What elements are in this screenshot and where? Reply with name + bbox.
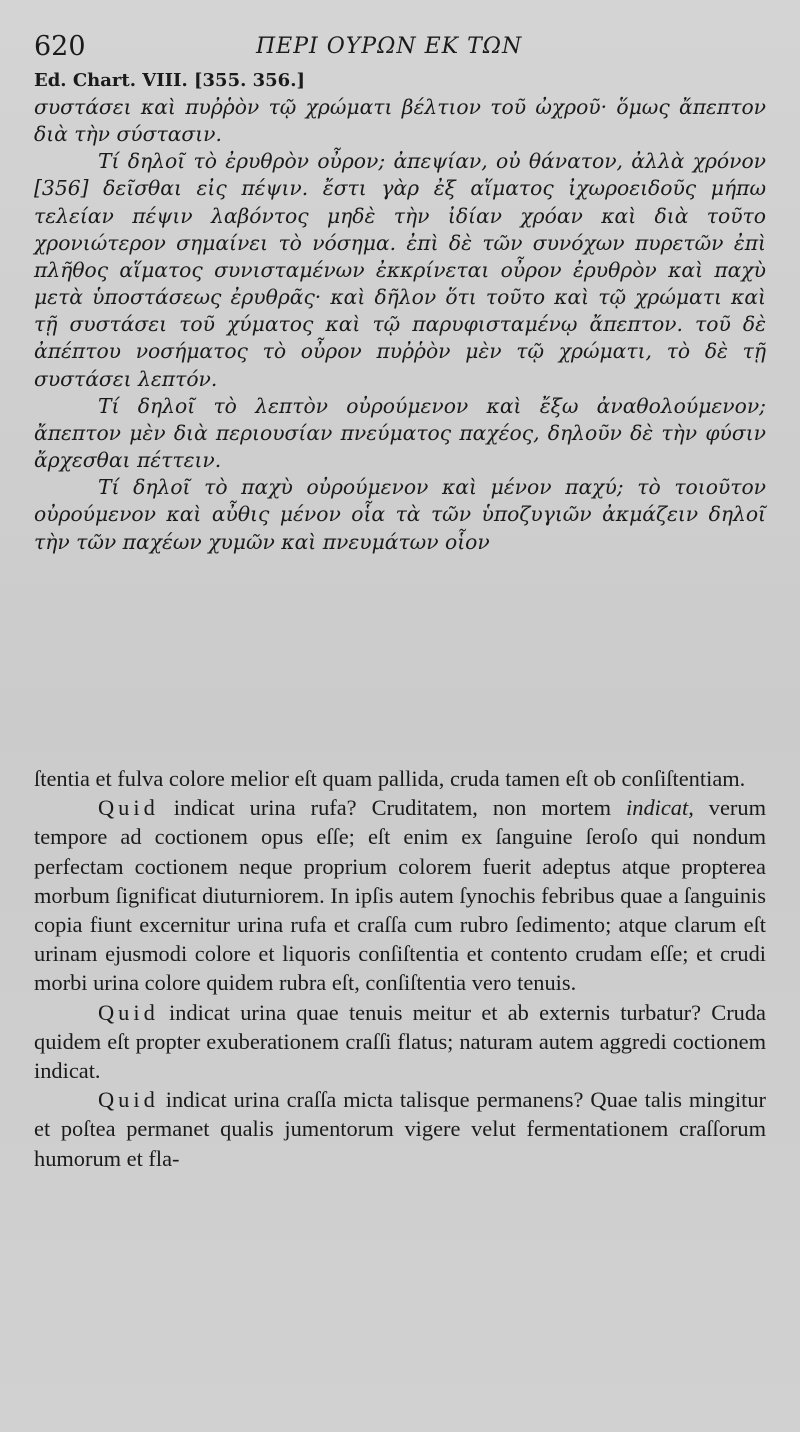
latin-paragraph [34, 998, 766, 1086]
latin-text: indicat urina craſſa micta talisque permanens? Quae talis mingitur et poſtea permanet qualis jumentorum vigere velut fermentationem craſſorum humorum et fla- [34, 1087, 766, 1171]
page-number: 620 [34, 31, 86, 62]
question-lead: Quid [98, 795, 159, 821]
edition-reference: Ed. Chart. VIII. [355. 356.] [34, 70, 305, 91]
greek-paragraph: Τί δηλοῖ τὸ λεπτὸν οὐρούμενον καὶ ἔξω ἀναθολούμενον; ἄπεπτον μὲν διὰ περιουσίαν πνεύματος παχέος, δηλοῦν δὲ τὴν φύσιν ἄρχεσθαι πέττειν. [34, 393, 766, 473]
question-lead: Quid [98, 1087, 159, 1113]
greek-paragraph: Τί δηλοῖ τὸ ἐρυθρὸν οὖρον; ἀπεψίαν, οὐ θάνατον, ἀλλὰ χρόνον [356] δεῖσθαι εἰς πέψιν. ἔστι γὰρ ἐξ αἵματος ἰχωροειδοῦς μήπω τελείαν πέψιν λαβόντος μηδὲ τὴν ἰδίαν χρόαν καὶ διὰ τοῦτο χρονιώτερον σημαίνει τὸ νόσημα. ἐπὶ δὲ τῶν συνόχων πυρετῶν ἐπὶ πλῆθος αἵματος συνισταμένων ἐκκρίνεται οὖρον ἐρυθρὸν καὶ παχὺ μετὰ ὑποστάσεως ἐρυθρᾶς· καὶ δῆλον ὅτι τοῦτο καὶ τῷ χρώματι καὶ τῇ συστάσει τοῦ χύματος καὶ τῷ παρυφισταμένῳ ἄπεπτον. τοῦ δὲ ἀπέπτου νοσήματος τὸ οὖρον πυῤῥὸν μὲν τῷ χρώματι, τὸ δὲ τῇ συστάσει λεπτόν. [34, 149, 766, 391]
greek-text-block [34, 94, 766, 556]
latin-text: indicat urina quae tenuis meitur et ab externis turbatur? Cruda quidem eſt propter exuberationem craſſi flatus; naturam autem aggredi coctionem indicat. [34, 999, 766, 1084]
latin-text-block [34, 764, 766, 1173]
page-header [34, 30, 770, 64]
running-title: ΠΕΡΙ ΟΥΡΩΝ ΕΚ ΤΩΝ [256, 34, 523, 59]
greek-paragraph: Τί δηλοῖ τὸ παχὺ οὐρούμενον καὶ μένον παχύ; τὸ τοιοῦτον οὐρούμενον καὶ αὖθις μένον οἷα τὰ τῶν ὑποζυγιῶν ἀκμάζειν δηλοῖ τὴν τῶν παχέων χυμῶν καὶ πνευμάτων οἷον [34, 475, 766, 554]
latin-paragraph: ſtentia et fulva colore melior eſt quam pallida, cruda tamen eſt ob conſiſtentiam. [34, 766, 746, 791]
latin-paragraph [34, 1085, 766, 1173]
latin-text: indicat urina rufa? Cruditatem, non mortem [158, 795, 627, 821]
column-gap [0, 728, 800, 758]
latin-paragraph [34, 793, 766, 997]
latin-emphasis: indicat, [626, 795, 694, 821]
latin-text: verum tempore ad coctionem opus eſſe; eſt enim ex ſanguine ſeroſo qui nondum perfectam coctionem neque proprium colorem fuerit adeptus atque propterea morbum ſignificat diuturniorem. In ipſis autem ſynochis febribus quae a ſanguinis copia fiunt excernitur urina rufa et craſſa cum rubro ſedimento; atque clarum eſt urinam ejusmodi colore et liquoris conſiſtentia et contento crudam eſſe; et crudi morbi urina colore quidem rubra eſt, conſiſtentia vero tenuis. [34, 795, 766, 996]
greek-paragraph: συστάσει καὶ πυῤῥὸν τῷ χρώματι βέλτιον τοῦ ὠχροῦ· ὅμως ἄπεπτον διὰ τὴν σύστασιν. [34, 95, 766, 147]
question-lead: Quid [98, 999, 159, 1025]
